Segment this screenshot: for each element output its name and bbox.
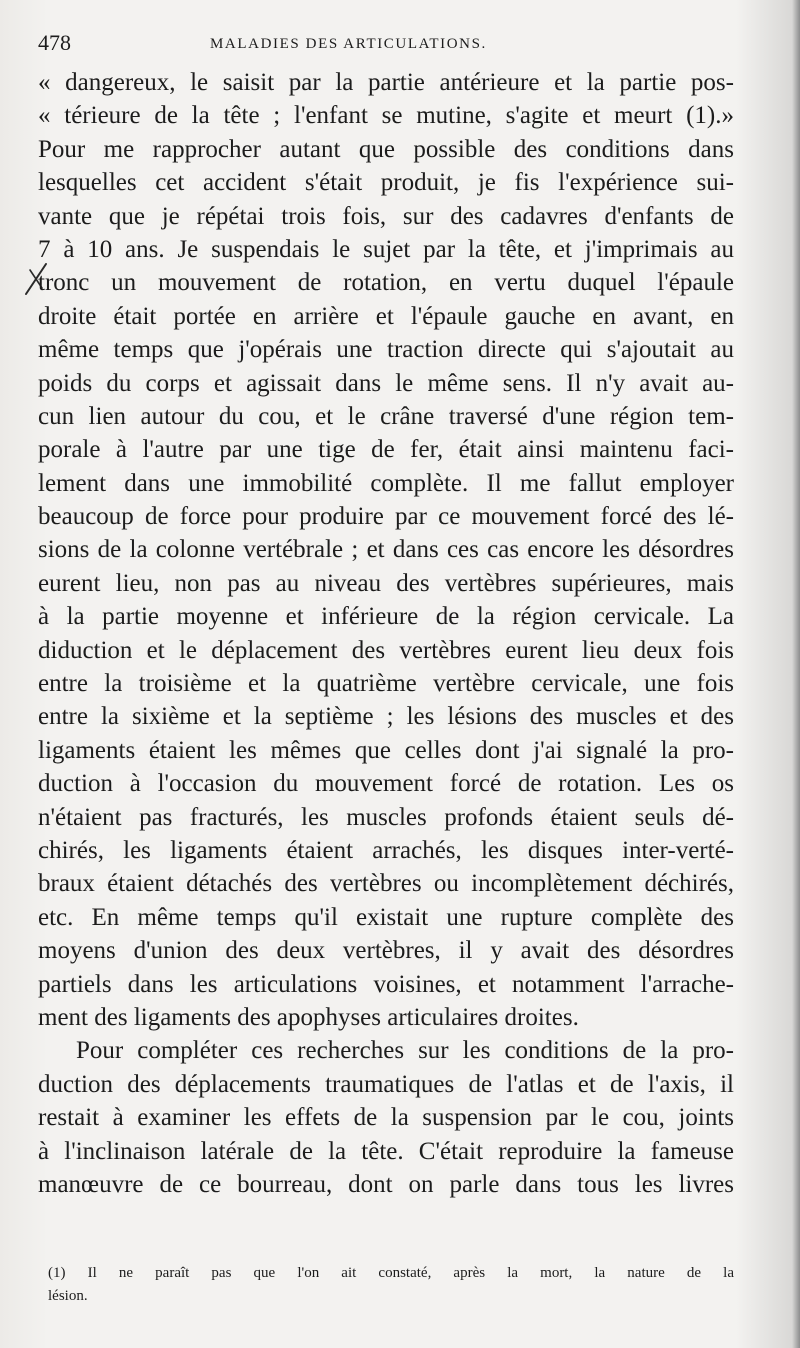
text-line: manœuvre de ce bourreau, dont on parle dans tous les livres [38, 1170, 734, 1198]
text-line: n'étaient pas fracturés, les muscles profonds étaient seuls dé- [38, 803, 734, 831]
text-line: diduction et le déplacement des vertèbres eurent lieu deux fois [38, 636, 734, 664]
text-line: « dangereux, le saisit par la partie antérieure et la partie pos- [38, 69, 734, 96]
text-line: droite était portée en arrière et l'épaule gauche en avant, en [38, 302, 734, 330]
text-line: 7 à 10 ans. Je suspendais le sujet par la tête, et j'imprimais au [38, 235, 734, 263]
text-line: duction à l'occasion du mouvement forcé de rotation. Les os [38, 770, 734, 798]
text-line: braux étaient détachés des vertèbres ou incomplètement déchirés, [38, 870, 734, 898]
text-line: restait à examiner les effets de la suspension par le cou, joints [38, 1104, 734, 1132]
text-line: cun lien autour du cou, et le crâne traversé d'une région tem- [38, 402, 734, 430]
text-line: beaucoup de force pour produire par ce mouvement forcé des lé- [38, 503, 734, 531]
text-line: porale à l'autre par une tige de fer, était ainsi maintenu faci- [38, 436, 734, 464]
text-line: à l'inclinaison latérale de la tête. C'était reproduire la fameuse [38, 1137, 734, 1165]
running-title: MALADIES DES ARTICULATIONS. [210, 36, 487, 52]
text-line: etc. En même temps qu'il existait une rupture complète des [38, 903, 734, 931]
text-line: eurent lieu, non pas au niveau des vertèbres supérieures, mais [38, 569, 734, 597]
text-line: « térieure de la tête ; l'enfant se mutine, s'agite et meurt (1).» [38, 102, 734, 130]
text-line: à la partie moyenne et inférieure de la région cervicale. La [38, 603, 734, 631]
text-line: sions de la colonne vertébrale ; et dans ces cas encore les désordres [38, 536, 734, 564]
text-line: duction des déplacements traumatiques de l'atlas et de l'axis, il [38, 1070, 734, 1098]
text-line: chirés, les ligaments étaient arrachés, les disques inter-verté- [38, 836, 734, 864]
text-line: poids du corps et agissait dans le même sens. Il n'y avait au- [38, 369, 734, 397]
text-line: tronc un mouvement de rotation, en vertu duquel l'épaule [38, 269, 734, 297]
text-line: entre la sixième et la septième ; les lésions des muscles et des [38, 703, 734, 731]
footnote-line: lésion. [48, 1288, 88, 1304]
text-line: même temps que j'opérais une traction directe qui s'ajoutait au [38, 336, 734, 364]
text-line: lesquelles cet accident s'était produit, je fis l'expérience sui- [38, 169, 734, 197]
text-line: Pour compléter ces recherches sur les conditions de la pro- [76, 1037, 734, 1065]
page-number: 478 [38, 30, 71, 55]
text-line: vante que je répétai trois fois, sur des cadavres d'enfants de [38, 202, 734, 230]
running-head [38, 30, 738, 60]
main-text [38, 66, 734, 1201]
text-line: ment des ligaments des apophyses articulaires droites. [38, 1003, 579, 1031]
text-line: moyens d'union des deux vertèbres, il y avait des désordres [38, 937, 734, 965]
text-line: Pour me rapprocher autant que possible des conditions dans [38, 135, 734, 163]
footnote-line: (1) Il ne paraît pas que l'on ait constaté, après la mort, la nature de la [48, 1265, 734, 1281]
text-line: ligaments étaient les mêmes que celles dont j'ai signalé la pro- [38, 736, 734, 764]
text-line: entre la troisième et la quatrième vertèbre cervicale, une fois [38, 670, 734, 698]
text-line: lement dans une immobilité complète. Il me fallut employer [38, 469, 734, 497]
text-line: partiels dans les articulations voisines, et notamment l'arrache- [38, 970, 734, 998]
footnote [48, 1262, 734, 1308]
